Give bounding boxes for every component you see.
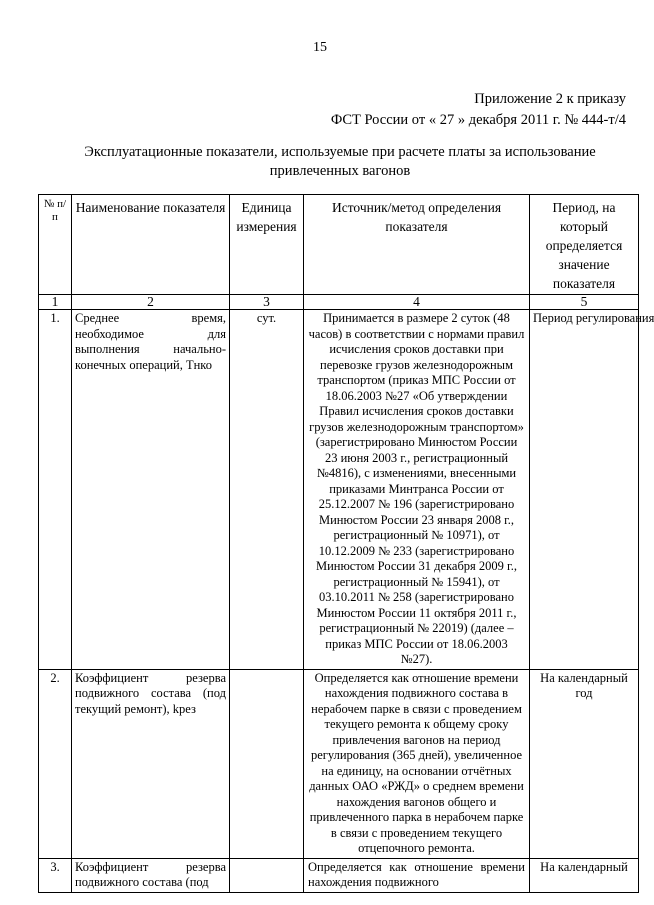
column-number: 4 (304, 295, 530, 310)
indicator-name: Коэффициент резерва подвижного состава (под (72, 858, 230, 892)
indicator-unit (230, 669, 304, 858)
document-title-line-1: Эксплуатационные показатели, используемые при расчете платы за использование (84, 144, 596, 160)
column-number: 2 (72, 295, 230, 310)
header-unit: Единица измерения (230, 195, 304, 295)
table-header-row (39, 195, 639, 295)
indicator-period: На календарный (530, 858, 639, 892)
column-number: 5 (530, 295, 639, 310)
row-number: 3. (39, 858, 72, 892)
indicator-name: Среднее время, необходимое для выполнения начально-конечных операций, Tнко (72, 310, 230, 670)
document-title-line-2: привлеченных вагонов (269, 163, 411, 179)
column-number-row (39, 295, 639, 310)
indicator-unit: сут. (230, 310, 304, 670)
page-number: 15 (313, 40, 327, 55)
indicator-source: Принимается в размере 2 суток (48 часов) в соответствии с нормами правил исчисления сроков доставки при перевозке грузов железнодорожным транспортом (приказ МПС России от 18.06.2003 №27 «Об утверждении Правил исчисления сроков доставки грузов железнодорожным транспортом» (зарегистрировано Минюстом России 23 июня 2003 г., регистрационный №4816), с изменениями, внесенными приказами Минтранса России от 25.12.2007 № 196 (зарегистрировано Минюстом России 23 января 2008 г., регистрационный № 10971), от 10.12.2009 № 233 (зарегистрировано Минюстом России 31 декабря 2009 г., регистрационный № 15941), от 03.10.2011 № 258 (зарегистрировано Минюстом России 11 октября 2011 г., регистрационный № 22019) (далее – приказ МПС России от 18.06.2003 №27). (304, 310, 530, 670)
indicator-source: Определяется как отношение времени нахождения подвижного (304, 858, 530, 892)
indicator-source: Определяется как отношение времени нахождения подвижного состава в нерабочем парке в связи с проведением текущего ремонта к общему сроку привлечения вагонов на период регулирования (365 дней), увеличенное на единицу, на основании отчётных данных ОАО «РЖД» о среднем времени нахождения вагонов общего и привлеченного парка в нерабочем парке в связи с проведением текущего отцепочного ремонта. (304, 669, 530, 858)
table-row (39, 310, 639, 670)
indicators-table (38, 194, 654, 893)
row-number: 1. (39, 310, 72, 670)
appendix-reference (331, 89, 626, 131)
header-source: Источник/метод определения показателя (304, 195, 530, 295)
column-number: 3 (230, 295, 304, 310)
indicator-unit (230, 858, 304, 892)
table-row (39, 858, 639, 892)
header-period: Период, на который определяется значение показателя (530, 195, 639, 295)
column-number: 1 (39, 295, 72, 310)
indicator-period-text: На календарный год (540, 670, 628, 700)
header-name: Наименование показателя (72, 195, 230, 295)
appendix-line-1: Приложение 2 к приказу (474, 91, 626, 107)
table-row (39, 669, 639, 858)
row-number: 2. (39, 669, 72, 858)
indicator-name: Коэффициент резерва подвижного состава (под текущий ремонт), kрез (72, 669, 230, 858)
document-title (40, 143, 640, 181)
indicator-period: Период регулирования (530, 310, 639, 670)
indicators-table-container (38, 194, 654, 905)
indicator-period (530, 669, 639, 858)
header-number: № п/п (39, 195, 72, 295)
appendix-line-2: ФСТ России от « 27 » декабря 2011 г. № 444-т/4 (330, 112, 626, 128)
